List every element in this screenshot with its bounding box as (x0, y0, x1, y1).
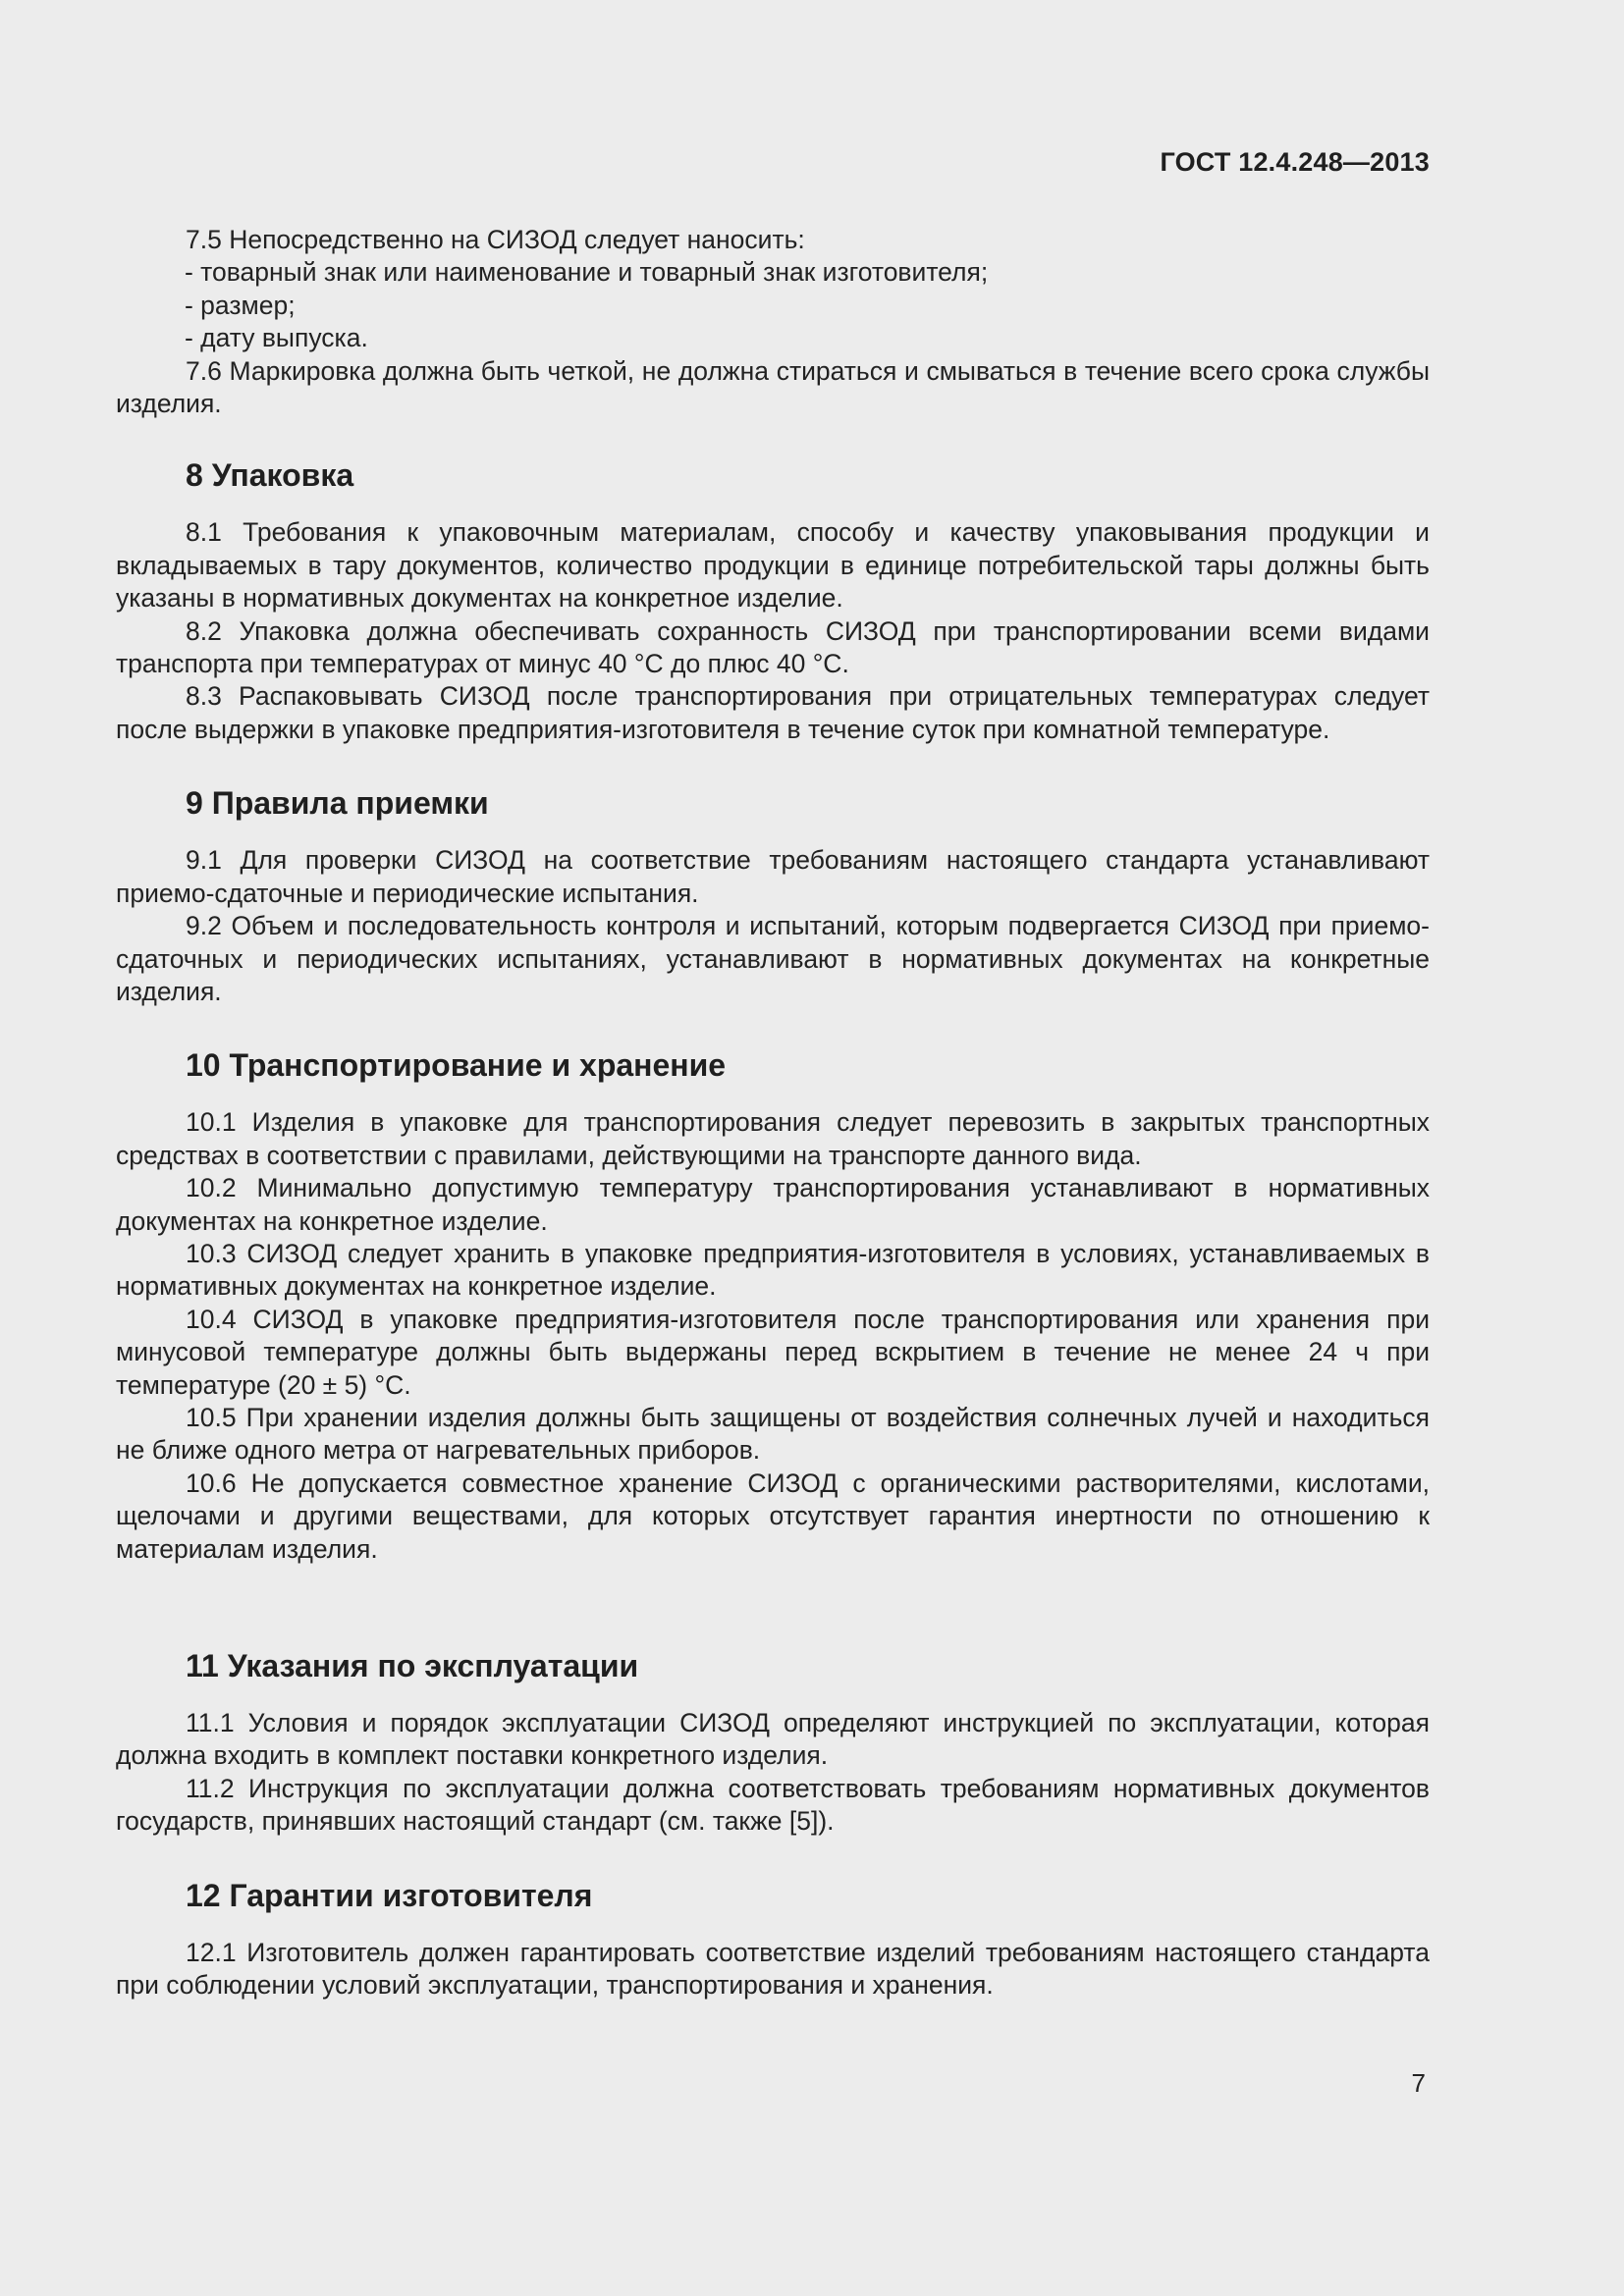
section-heading-9: 9 Правила приемки (186, 785, 489, 822)
document-body (116, 224, 1430, 2002)
paragraph-8-2: 8.2 Упаковка должна обеспечивать сохранность СИЗОД при транспортировании всеми видами транспорта при температурах от минус 40 °С до плюс 40 °С. (116, 615, 1430, 679)
paragraph-8-1: 8.1 Требования к упаковочным материалам, способу и качеству упаковывания продукции и вкладываемых в тару документов, количество продукции в единице потребительской тары должны быть указаны в нормативных документах на конкретное изделие. (116, 517, 1430, 614)
section-heading-11: 11 Указания по эксплуатации (186, 1648, 639, 1683)
paragraph-7-6: 7.6 Маркировка должна быть четкой, не должна стираться и смываться в течение всего срока службы изделия. (116, 355, 1430, 419)
page-number: 7 (1411, 2068, 1426, 2098)
paragraph-10-2: 10.2 Минимально допустимую температуру транспортирования устанавливают в нормативных документах на конкретное изделие. (116, 1173, 1430, 1236)
paragraph-11-1: 11.1 Условия и порядок эксплуатации СИЗОД определяют инструкцией по эксплуатации, которая должна входить в комплект поставки конкретного изделия. (116, 1708, 1430, 1771)
paragraph-8-3: 8.3 Распаковывать СИЗОД после транспортирования при отрицательных температурах следует после выдержки в упаковке предприятия-изготовителя в течение суток при комнатной температуре. (116, 681, 1430, 744)
paragraph-10-4: 10.4 СИЗОД в упаковке предприятия-изготовителя после транспортирования или хранения при минусовой температуре должны быть выдержаны перед вскрытием в течение не менее 24 ч при температуре (20 ± 5) °С. (116, 1304, 1430, 1400)
paragraph-9-2: 9.2 Объем и последовательность контроля и испытаний, которым подвергается СИЗОД при приемо-сдаточных и периодических испытаниях, устанавливают в нормативных документах на конкретные изделия. (116, 911, 1430, 1006)
document-header: ГОСТ 12.4.248—2013 (1160, 147, 1430, 177)
paragraph-10-6: 10.6 Не допускается совместное хранение СИЗОД с органическими растворителями, кислотами, щелочами и другими веществами, для которых отсутствует гарантия инертности по отношению к материалам изделия. (116, 1468, 1430, 1564)
paragraph-11-2: 11.2 Инструкция по эксплуатации должна соответствовать требованиям нормативных документов государств, принявших настоящий стандарт (см. также [5]). (116, 1773, 1430, 1837)
section-heading-10: 10 Транспортирование и хранение (186, 1047, 727, 1084)
section-heading-8: 8 Упаковка (186, 457, 354, 494)
list-item-trademark: - товарный знак или наименование и товарный знак изготовителя; (185, 257, 989, 288)
paragraph-9-1: 9.1 Для проверки СИЗОД на соответствие требованиям настоящего стандарта устанавливают приемо-сдаточные и периодические испытания. (116, 845, 1430, 908)
paragraph-12-1: 12.1 Изготовитель должен гарантировать соответствие изделий требованиям настоящего стандарта при соблюдении условий эксплуатации, транспортирования и хранения. (116, 1937, 1430, 2001)
paragraph-7-5: 7.5 Непосредственно на СИЗОД следует наносить: (186, 225, 805, 254)
section-heading-12: 12 Гарантии изготовителя (186, 1877, 593, 1913)
list-item-size: - размер; (185, 290, 296, 320)
paragraph-10-1: 10.1 Изделия в упаковке для транспортирования следует перевозить в закрытых транспортных средствах в соответствии с правилами, действующими на транспорте данного вида. (116, 1107, 1430, 1170)
paragraph-10-5: 10.5 При хранении изделия должны быть защищены от воздействия солнечных лучей и находиться не ближе одного метра от нагревательных приборов. (116, 1402, 1430, 1466)
list-item-release-date: - дату выпуска. (185, 323, 368, 353)
paragraph-10-3: 10.3 СИЗОД следует хранить в упаковке предприятия-изготовителя в условиях, устанавливаемых в нормативных документах на конкретное изделие. (116, 1238, 1430, 1302)
